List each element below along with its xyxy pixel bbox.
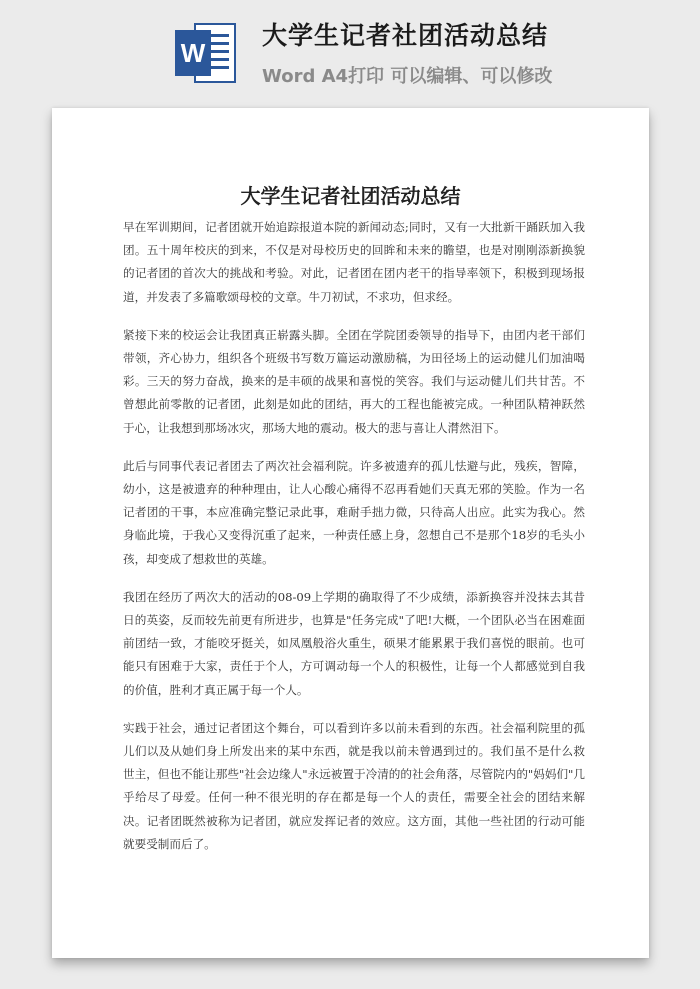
document-page xyxy=(52,108,649,958)
word-doc-icon xyxy=(173,20,239,86)
paragraph: 实践于社会，通过记者团这个舞台，可以看到许多以前未看到的东西。社会福利院里的孤儿们以及从她们身上所发出来的某中东西，就是我以前未曾遇到过的。我们虽不是什么救世主，但也不能让那些"社会边缘人"永远被置于冷清的的社会角落，尽管院内的"妈妈们"几乎给尽了母爱。任何一种不很光明的存在都是每一个人的责任，需要全社会的团结来解决。记者团既然被称为记者团，就应发挥记者的效应。这方面，其他一些社团的行动可能就要受制而后了。 xyxy=(123,720,585,851)
document-title: 大学生记者社团活动总结 xyxy=(240,184,461,208)
paragraph: 早在军训期间，记者团就开始追踪报道本院的新闻动态;同时，又有一大批新干踊跃加入我团。五十周年校庆的到来，不仅是对母校历史的回眸和未来的瞻望，也是对刚刚添新换貌的记者团的首次大的挑战和考验。对此，记者团在团内老干的指导率领下，积极到现场报道，并发表了多篇歌颂母校的文章。牛刀初试，不求功，但求经。 xyxy=(123,220,585,304)
banner-header xyxy=(0,0,700,100)
banner-subtitle: Word A4打印 可以编辑、可以修改 xyxy=(262,66,553,87)
svg-text:W: W xyxy=(180,38,206,68)
document-body xyxy=(123,216,585,871)
paragraph: 我团在经历了两次大的活动的08-09上学期的确取得了不少成绩，添新换容并没抹去其昔日的英姿，反而较先前更有所进步，也算是"任务完成"了吧!大概，一个团队必当在困难面前团结一致，才能咬牙挺关，如凤凰般浴火重生，硕果才能累累于我们喜悦的眼前。也可能只有困难于大家，责任于个人，方可调动每一个人的积极性，让每一个人都感觉到自我的价值，胜利才真正属于每一个人。 xyxy=(123,589,585,697)
paragraph: 紧接下来的校运会让我团真正崭露头脚。全团在学院团委领导的指导下，由团内老干部们带领，齐心协力，组织各个班级书写数万篇运动激励稿，为田径场上的运动健儿们加油喝彩。三天的努力奋战，换来的是丰硕的战果和喜悦的笑容。我们与运动健儿们共甘苦。不曾想此前零散的记者团，此刻是如此的团结，再大的工程也能被完成。一种团队精神跃然于心，让我想到那场冰灾，那场大地的震动。极大的悲与喜让人潸然泪下。 xyxy=(123,327,585,435)
banner-title: 大学生记者社团活动总结 xyxy=(262,21,549,50)
paragraph: 此后与同事代表记者团去了两次社会福利院。许多被遗弃的孤儿怯避与此，残疾，智障，幼小，这是被遗弃的种种理由，让人心酸心痛得不忍再看她们天真无邪的笑脸。作为一名记者团的干事，本应准确完整记录此事，难耐手拙力微，只待高人出应。此实为我心。然身临此境，于我心又变得沉重了起来，一种责任感上身，忽想自己不是那个18岁的毛头小孩，却变成了想救世的英雄。 xyxy=(123,458,585,566)
